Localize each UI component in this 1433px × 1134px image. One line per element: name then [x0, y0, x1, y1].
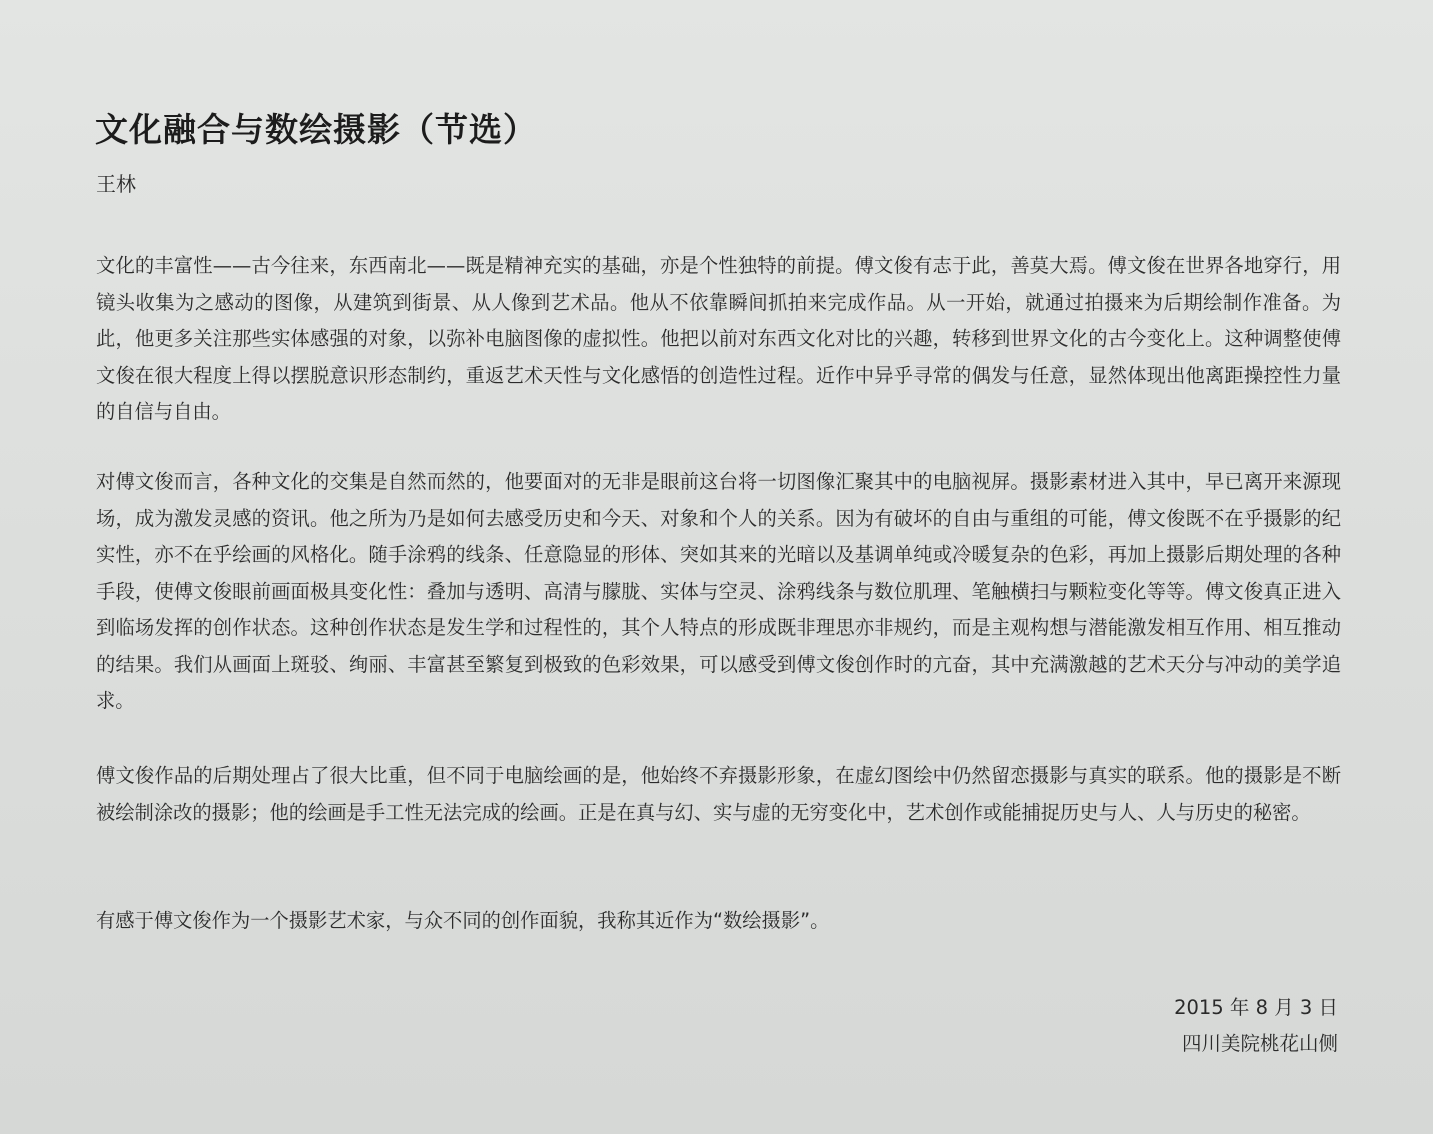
paragraph-3: 傅文俊作品的后期处理占了很大比重，但不同于电脑绘画的是，他始终不弃摄影形象，在虚幻图绘中仍然留恋摄影与真实的联系。他的摄影是不断被绘制涂改的摄影；他的绘画是手工性无法完成的绘画。正是在真与幻、实与虚的无穷变化中，艺术创作或能捕捉历史与人、人与历史的秘密。 — [96, 764, 1341, 824]
signature-date: 2015 年 8 月 3 日 — [1174, 996, 1338, 1019]
paragraph-1: 文化的丰富性——古今往来，东西南北——既是精神充实的基础，亦是个性独特的前提。傅文俊有志于此，善莫大焉。傅文俊在世界各地穿行，用镜头收集为之感动的图像，从建筑到街景、从人像到艺术品。他从不依靠瞬间抓拍来完成作品。从一开始，就通过拍摄来为后期绘制作准备。为此，他更多关注那些实体感强的对象，以弥补电脑图像的虚拟性。他把以前对东西文化对比的兴趣，转移到世界文化的古今变化上。这种调整使傅文俊在很大程度上得以摆脱意识形态制约，重返艺术天性与文化感悟的创造性过程。近作中异乎寻常的偶发与任意，显然体现出他离距操控性力量的自信与自由。 — [96, 254, 1341, 423]
paragraph-2: 对傅文俊而言，各种文化的交集是自然而然的，他要面对的无非是眼前这台将一切图像汇聚其中的电脑视屏。摄影素材进入其中，早已离开来源现场，成为激发灵感的资讯。他之所为乃是如何去感受历史和今天、对象和个人的关系。因为有破坏的自由与重组的可能，傅文俊既不在乎摄影的纪实性，亦不在乎绘画的风格化。随手涂鸦的线条、任意隐显的形体、突如其来的光暗以及基调单纯或冷暖复杂的色彩，再加上摄影后期处理的各种手段，使傅文俊眼前画面极具变化性：叠加与透明、高清与朦胧、实体与空灵、涂鸦线条与数位肌理、笔触横扫与颗粒变化等等。傅文俊真正进入到临场发挥的创作状态。这种创作状态是发生学和过程性的，其个人特点的形成既非理思亦非规约，而是主观构想与潜能激发相互作用、相互推动的结果。我们从画面上斑驳、绚丽、丰富甚至繁复到极致的色彩效果，可以感受到傅文俊创作时的亢奋，其中充满激越的艺术天分与冲动的美学追求。 — [96, 470, 1341, 712]
author-name: 王林 — [96, 172, 136, 196]
document-title: 文化融合与数绘摄影（节选） — [95, 110, 537, 149]
paragraph-4: 有感于傅文俊作为一个摄影艺术家，与众不同的创作面貌，我称其近作为“数绘摄影”。 — [96, 909, 830, 932]
signature-block — [1174, 990, 1338, 1062]
signature-place: 四川美院桃花山侧 — [1181, 1032, 1338, 1055]
